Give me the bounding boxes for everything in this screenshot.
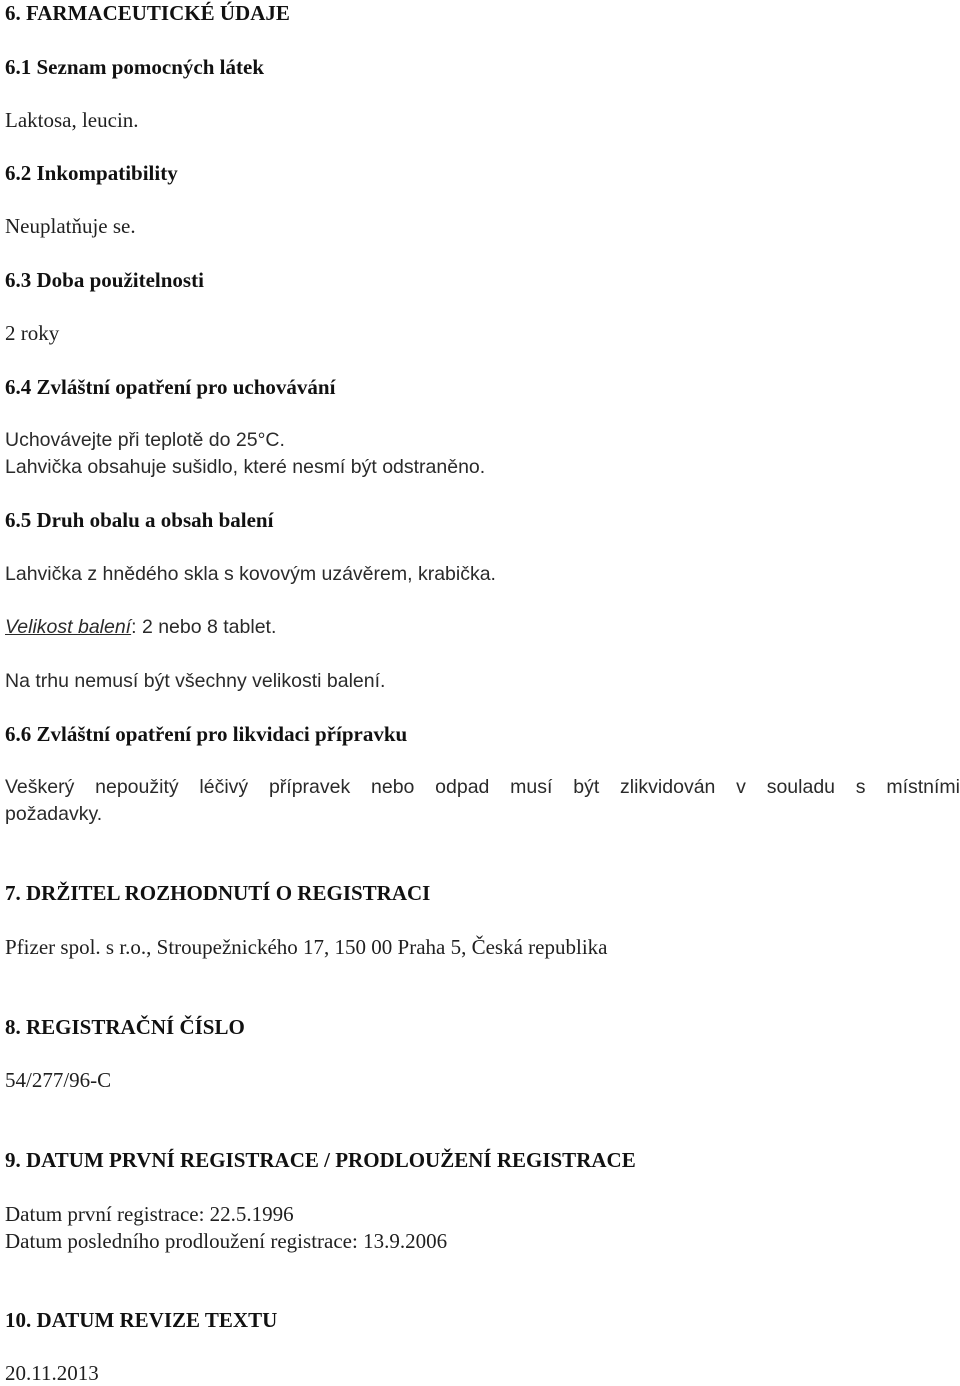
section-6-6-heading: 6.6 Zvláštní opatření pro likvidaci přípravku bbox=[5, 722, 408, 746]
section-6-6-line-1: Veškerý nepoužitý léčivý přípravek nebo odpad musí být zlikvidován v souladu s místními bbox=[5, 776, 960, 798]
section-8-text: 54/277/96-C bbox=[5, 1068, 112, 1092]
section-6-2-heading: 6.2 Inkompatibility bbox=[5, 161, 178, 185]
section-9-line-1: Datum první registrace: 22.5.1996 bbox=[5, 1202, 294, 1226]
section-10-heading: 10. DATUM REVIZE TEXTU bbox=[5, 1308, 278, 1332]
pack-size-label: Velikost balení bbox=[5, 616, 132, 638]
section-7-heading: 7. DRŽITEL ROZHODNUTÍ O REGISTRACI bbox=[5, 881, 431, 905]
section-6-2-text: Neuplatňuje se. bbox=[5, 214, 136, 238]
section-6-4-heading: 6.4 Zvláštní opatření pro uchovávání bbox=[5, 375, 336, 399]
section-6-heading: 6. FARMACEUTICKÉ ÚDAJE bbox=[5, 1, 290, 25]
section-6-5-line-1: Lahvička z hnědého skla s kovovým uzávěrem, krabička. bbox=[5, 563, 496, 585]
section-6-3-text: 2 roky bbox=[5, 321, 60, 345]
section-6-5-line-3: Na trhu nemusí být všechny velikosti balení. bbox=[5, 670, 386, 692]
section-7-text: Pfizer spol. s r.o., Stroupežnického 17, 150 00 Praha 5, Česká republika bbox=[5, 935, 608, 959]
section-6-5-pack-size bbox=[5, 614, 276, 640]
section-6-3-heading: 6.3 Doba použitelnosti bbox=[5, 268, 204, 292]
section-6-6-line-2: požadavky. bbox=[5, 803, 103, 825]
pack-size-value: : 2 nebo 8 tablet. bbox=[131, 616, 277, 638]
section-6-1-heading: 6.1 Seznam pomocných látek bbox=[5, 55, 264, 79]
section-9-line-2: Datum posledního prodloužení registrace: 13.9.2006 bbox=[5, 1229, 448, 1253]
section-8-heading: 8. REGISTRAČNÍ ČÍSLO bbox=[5, 1015, 245, 1039]
section-6-1-text: Laktosa, leucin. bbox=[5, 108, 139, 132]
section-6-5-heading: 6.5 Druh obalu a obsah balení bbox=[5, 508, 274, 532]
section-10-text: 20.11.2013 bbox=[5, 1361, 99, 1385]
section-9-heading: 9. DATUM PRVNÍ REGISTRACE / PRODLOUŽENÍ REGISTRACE bbox=[5, 1148, 636, 1172]
section-6-4-line-2: Lahvička obsahuje sušidlo, které nesmí být odstraněno. bbox=[5, 456, 486, 478]
section-6-4-line-1: Uchovávejte při teplotě do 25°C. bbox=[5, 429, 285, 451]
